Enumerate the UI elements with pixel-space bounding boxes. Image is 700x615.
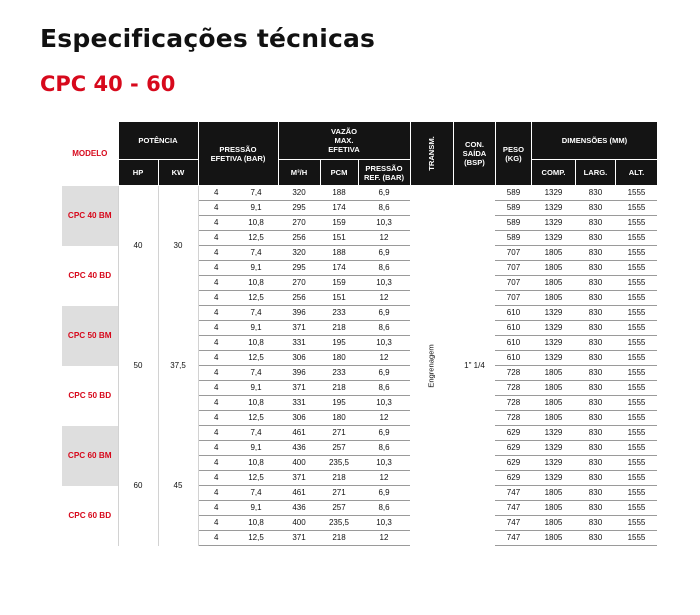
larg: 830	[575, 396, 615, 411]
power-kw: 45	[158, 426, 198, 546]
comp: 1805	[531, 396, 575, 411]
larg: 830	[575, 366, 615, 381]
pressao-efetiva-col1: 4	[198, 411, 234, 426]
pressao-efetiva: 9,1	[234, 321, 278, 336]
pressao-efetiva: 7,4	[234, 246, 278, 261]
alt: 1555	[615, 291, 657, 306]
header-modelo: MODELO	[62, 122, 118, 186]
peso: 707	[495, 291, 531, 306]
pressao-efetiva-col1: 4	[198, 216, 234, 231]
vazao-m3h: 461	[278, 426, 320, 441]
larg: 830	[575, 186, 615, 201]
peso: 728	[495, 411, 531, 426]
vazao-pcm: 218	[320, 321, 358, 336]
pressao-efetiva-col1: 4	[198, 381, 234, 396]
pressao-efetiva: 10,8	[234, 396, 278, 411]
pressao-ref: 12	[358, 351, 410, 366]
pressao-efetiva-col1: 4	[198, 471, 234, 486]
alt: 1555	[615, 306, 657, 321]
peso: 707	[495, 246, 531, 261]
comp: 1805	[531, 276, 575, 291]
comp: 1805	[531, 291, 575, 306]
vazao-m3h: 371	[278, 531, 320, 546]
pressao-ref: 10,3	[358, 216, 410, 231]
vazao-pcm: 218	[320, 471, 358, 486]
larg: 830	[575, 201, 615, 216]
comp: 1805	[531, 486, 575, 501]
larg: 830	[575, 501, 615, 516]
comp: 1805	[531, 501, 575, 516]
header-potencia: POTÊNCIA	[118, 122, 198, 160]
larg: 830	[575, 486, 615, 501]
pressao-efetiva: 10,8	[234, 276, 278, 291]
pressao-efetiva-col1: 4	[198, 201, 234, 216]
vazao-pcm: 195	[320, 336, 358, 351]
larg: 830	[575, 531, 615, 546]
alt: 1555	[615, 276, 657, 291]
peso: 629	[495, 456, 531, 471]
peso: 707	[495, 276, 531, 291]
peso: 728	[495, 366, 531, 381]
pressao-ref: 6,9	[358, 306, 410, 321]
pressao-efetiva: 9,1	[234, 501, 278, 516]
peso: 747	[495, 516, 531, 531]
header-pressao-efetiva: PRESSÃO EFETIVA (BAR)	[198, 122, 278, 186]
alt: 1555	[615, 366, 657, 381]
comp: 1805	[531, 531, 575, 546]
peso: 610	[495, 306, 531, 321]
outlet-value: 1" 1/4	[464, 360, 485, 370]
vazao-pcm: 235,5	[320, 516, 358, 531]
larg: 830	[575, 351, 615, 366]
pressao-efetiva-col1: 4	[198, 306, 234, 321]
header-con-saida: CON. SAÍDA (BSP)	[453, 122, 495, 186]
alt: 1555	[615, 456, 657, 471]
vazao-pcm: 151	[320, 291, 358, 306]
pressao-efetiva-col1: 4	[198, 396, 234, 411]
alt: 1555	[615, 321, 657, 336]
comp: 1805	[531, 411, 575, 426]
pressao-ref: 12	[358, 531, 410, 546]
alt: 1555	[615, 531, 657, 546]
vazao-pcm: 180	[320, 351, 358, 366]
pressao-ref: 10,3	[358, 456, 410, 471]
comp: 1329	[531, 321, 575, 336]
pressao-efetiva-col1: 4	[198, 351, 234, 366]
page-title: Especificações técnicas	[40, 24, 376, 53]
spec-table-body	[62, 186, 657, 546]
pressao-ref: 6,9	[358, 246, 410, 261]
model-name: CPC 60 BM	[62, 426, 118, 486]
peso: 629	[495, 471, 531, 486]
header-transm: TRANSM.	[410, 122, 453, 186]
larg: 830	[575, 306, 615, 321]
vazao-m3h: 256	[278, 231, 320, 246]
header-comp: COMP.	[531, 160, 575, 186]
vazao-m3h: 400	[278, 516, 320, 531]
pressao-efetiva: 12,5	[234, 411, 278, 426]
pressao-ref: 6,9	[358, 366, 410, 381]
pressao-efetiva: 10,8	[234, 456, 278, 471]
vazao-pcm: 188	[320, 186, 358, 201]
comp: 1329	[531, 456, 575, 471]
alt: 1555	[615, 201, 657, 216]
vazao-pcm: 233	[320, 366, 358, 381]
header-vazao: VAZÃO MAX. EFETIVA	[278, 122, 410, 160]
larg: 830	[575, 246, 615, 261]
peso: 589	[495, 216, 531, 231]
vazao-pcm: 271	[320, 486, 358, 501]
comp: 1329	[531, 231, 575, 246]
vazao-pcm: 235,5	[320, 456, 358, 471]
comp: 1805	[531, 246, 575, 261]
pressao-ref: 8,6	[358, 321, 410, 336]
page-subtitle: CPC 40 - 60	[40, 72, 176, 96]
pressao-efetiva: 7,4	[234, 426, 278, 441]
comp: 1805	[531, 366, 575, 381]
comp: 1329	[531, 426, 575, 441]
comp: 1329	[531, 201, 575, 216]
pressao-efetiva-col1: 4	[198, 186, 234, 201]
vazao-pcm: 271	[320, 426, 358, 441]
power-hp: 40	[118, 186, 158, 306]
model-name: CPC 50 BM	[62, 306, 118, 366]
comp: 1805	[531, 381, 575, 396]
vazao-m3h: 320	[278, 246, 320, 261]
alt: 1555	[615, 336, 657, 351]
vazao-m3h: 396	[278, 306, 320, 321]
comp: 1329	[531, 351, 575, 366]
peso: 589	[495, 201, 531, 216]
vazao-m3h: 320	[278, 186, 320, 201]
pressao-efetiva-col1: 4	[198, 426, 234, 441]
vazao-m3h: 461	[278, 486, 320, 501]
vazao-pcm: 257	[320, 441, 358, 456]
pressao-ref: 12	[358, 291, 410, 306]
comp: 1329	[531, 336, 575, 351]
header-pcm: PCM	[320, 160, 358, 186]
table-row	[62, 426, 657, 441]
larg: 830	[575, 471, 615, 486]
vazao-m3h: 306	[278, 351, 320, 366]
vazao-m3h: 256	[278, 291, 320, 306]
pressao-ref: 6,9	[358, 486, 410, 501]
vazao-m3h: 270	[278, 276, 320, 291]
vazao-pcm: 180	[320, 411, 358, 426]
header-peso: PESO (KG)	[495, 122, 531, 186]
peso: 589	[495, 186, 531, 201]
model-name: CPC 60 BD	[68, 510, 112, 520]
peso: 728	[495, 396, 531, 411]
pressao-efetiva: 12,5	[234, 351, 278, 366]
pressao-efetiva-col1: 4	[198, 441, 234, 456]
peso: 747	[495, 531, 531, 546]
pressao-efetiva: 12,5	[234, 291, 278, 306]
peso: 728	[495, 381, 531, 396]
power-hp: 50	[118, 306, 158, 426]
vazao-pcm: 218	[320, 381, 358, 396]
pressao-efetiva: 10,8	[234, 216, 278, 231]
vazao-m3h: 295	[278, 201, 320, 216]
vazao-m3h: 371	[278, 471, 320, 486]
model-name: CPC 40 BD	[68, 270, 112, 280]
larg: 830	[575, 426, 615, 441]
pressao-ref: 8,6	[358, 501, 410, 516]
alt: 1555	[615, 381, 657, 396]
pressao-ref: 10,3	[358, 336, 410, 351]
pressao-efetiva-col1: 4	[198, 276, 234, 291]
power-kw: 30	[158, 186, 198, 306]
pressao-efetiva: 10,8	[234, 336, 278, 351]
peso: 629	[495, 426, 531, 441]
header-kw: KW	[158, 160, 198, 186]
vazao-pcm: 151	[320, 231, 358, 246]
peso: 629	[495, 441, 531, 456]
power-kw: 37,5	[158, 306, 198, 426]
larg: 830	[575, 381, 615, 396]
comp: 1329	[531, 186, 575, 201]
pressao-ref: 12	[358, 471, 410, 486]
header-m3h: M³/H	[278, 160, 320, 186]
comp: 1329	[531, 306, 575, 321]
header-hp: HP	[118, 160, 158, 186]
pressao-efetiva: 12,5	[234, 231, 278, 246]
header-alt: ALT.	[615, 160, 657, 186]
vazao-m3h: 331	[278, 336, 320, 351]
pressao-ref: 6,9	[358, 426, 410, 441]
vazao-m3h: 371	[278, 381, 320, 396]
table-row	[62, 186, 657, 201]
peso: 707	[495, 261, 531, 276]
vazao-pcm: 257	[320, 501, 358, 516]
pressao-efetiva: 10,8	[234, 516, 278, 531]
power-hp: 60	[118, 426, 158, 546]
vazao-pcm: 195	[320, 396, 358, 411]
vazao-m3h: 331	[278, 396, 320, 411]
pressao-efetiva-col1: 4	[198, 336, 234, 351]
alt: 1555	[615, 471, 657, 486]
larg: 830	[575, 441, 615, 456]
transmission-cell	[410, 186, 453, 546]
vazao-pcm: 159	[320, 276, 358, 291]
alt: 1555	[615, 426, 657, 441]
vazao-m3h: 396	[278, 366, 320, 381]
pressao-efetiva: 12,5	[234, 531, 278, 546]
vazao-pcm: 174	[320, 201, 358, 216]
pressao-efetiva-col1: 4	[198, 261, 234, 276]
peso: 589	[495, 231, 531, 246]
vazao-pcm: 174	[320, 261, 358, 276]
pressao-efetiva-col1: 4	[198, 321, 234, 336]
pressao-ref: 8,6	[358, 201, 410, 216]
vazao-m3h: 371	[278, 321, 320, 336]
pressao-efetiva-col1: 4	[198, 486, 234, 501]
alt: 1555	[615, 396, 657, 411]
pressao-ref: 8,6	[358, 381, 410, 396]
larg: 830	[575, 276, 615, 291]
vazao-m3h: 400	[278, 456, 320, 471]
larg: 830	[575, 516, 615, 531]
larg: 830	[575, 231, 615, 246]
pressao-efetiva-col1: 4	[198, 516, 234, 531]
larg: 830	[575, 336, 615, 351]
peso: 747	[495, 501, 531, 516]
vazao-m3h: 295	[278, 261, 320, 276]
pressao-efetiva: 7,4	[234, 486, 278, 501]
spec-table	[62, 121, 658, 546]
alt: 1555	[615, 441, 657, 456]
model-name: CPC 50 BD	[68, 390, 112, 400]
pressao-efetiva: 7,4	[234, 366, 278, 381]
vazao-m3h: 270	[278, 216, 320, 231]
alt: 1555	[615, 411, 657, 426]
vazao-m3h: 436	[278, 441, 320, 456]
pressao-efetiva-col1: 4	[198, 246, 234, 261]
larg: 830	[575, 216, 615, 231]
table-row	[62, 306, 657, 321]
alt: 1555	[615, 186, 657, 201]
vazao-pcm: 188	[320, 246, 358, 261]
alt: 1555	[615, 486, 657, 501]
pressao-ref: 8,6	[358, 261, 410, 276]
comp: 1329	[531, 441, 575, 456]
header-pressao-ref: PRESSÃO REF. (BAR)	[358, 160, 410, 186]
larg: 830	[575, 321, 615, 336]
pressao-efetiva: 7,4	[234, 186, 278, 201]
transmission-value: Engrenagem	[426, 344, 436, 388]
comp: 1805	[531, 516, 575, 531]
alt: 1555	[615, 246, 657, 261]
pressao-efetiva: 9,1	[234, 201, 278, 216]
alt: 1555	[615, 231, 657, 246]
header-dimensoes: DIMENSÕES (MM)	[531, 122, 657, 160]
larg: 830	[575, 261, 615, 276]
alt: 1555	[615, 216, 657, 231]
alt: 1555	[615, 261, 657, 276]
pressao-ref: 12	[358, 231, 410, 246]
header-larg: LARG.	[575, 160, 615, 186]
vazao-m3h: 306	[278, 411, 320, 426]
pressao-efetiva: 7,4	[234, 306, 278, 321]
peso: 610	[495, 351, 531, 366]
peso: 610	[495, 336, 531, 351]
pressao-efetiva-col1: 4	[198, 291, 234, 306]
spec-table-container	[62, 121, 658, 546]
pressao-ref: 10,3	[358, 516, 410, 531]
pressao-ref: 10,3	[358, 396, 410, 411]
pressao-ref: 12	[358, 411, 410, 426]
comp: 1805	[531, 261, 575, 276]
pressao-ref: 8,6	[358, 441, 410, 456]
pressao-efetiva: 9,1	[234, 381, 278, 396]
pressao-efetiva-col1: 4	[198, 531, 234, 546]
comp: 1329	[531, 216, 575, 231]
alt: 1555	[615, 516, 657, 531]
pressao-efetiva-col1: 4	[198, 231, 234, 246]
larg: 830	[575, 411, 615, 426]
peso: 747	[495, 486, 531, 501]
larg: 830	[575, 291, 615, 306]
vazao-m3h: 436	[278, 501, 320, 516]
pressao-efetiva: 9,1	[234, 441, 278, 456]
comp: 1329	[531, 471, 575, 486]
pressao-ref: 10,3	[358, 276, 410, 291]
pressao-efetiva: 9,1	[234, 261, 278, 276]
pressao-ref: 6,9	[358, 186, 410, 201]
pressao-efetiva-col1: 4	[198, 366, 234, 381]
peso: 610	[495, 321, 531, 336]
pressao-efetiva: 12,5	[234, 471, 278, 486]
larg: 830	[575, 456, 615, 471]
alt: 1555	[615, 351, 657, 366]
pressao-efetiva-col1: 4	[198, 501, 234, 516]
model-name: CPC 40 BM	[62, 186, 118, 246]
alt: 1555	[615, 501, 657, 516]
vazao-pcm: 233	[320, 306, 358, 321]
vazao-pcm: 159	[320, 216, 358, 231]
vazao-pcm: 218	[320, 531, 358, 546]
pressao-efetiva-col1: 4	[198, 456, 234, 471]
